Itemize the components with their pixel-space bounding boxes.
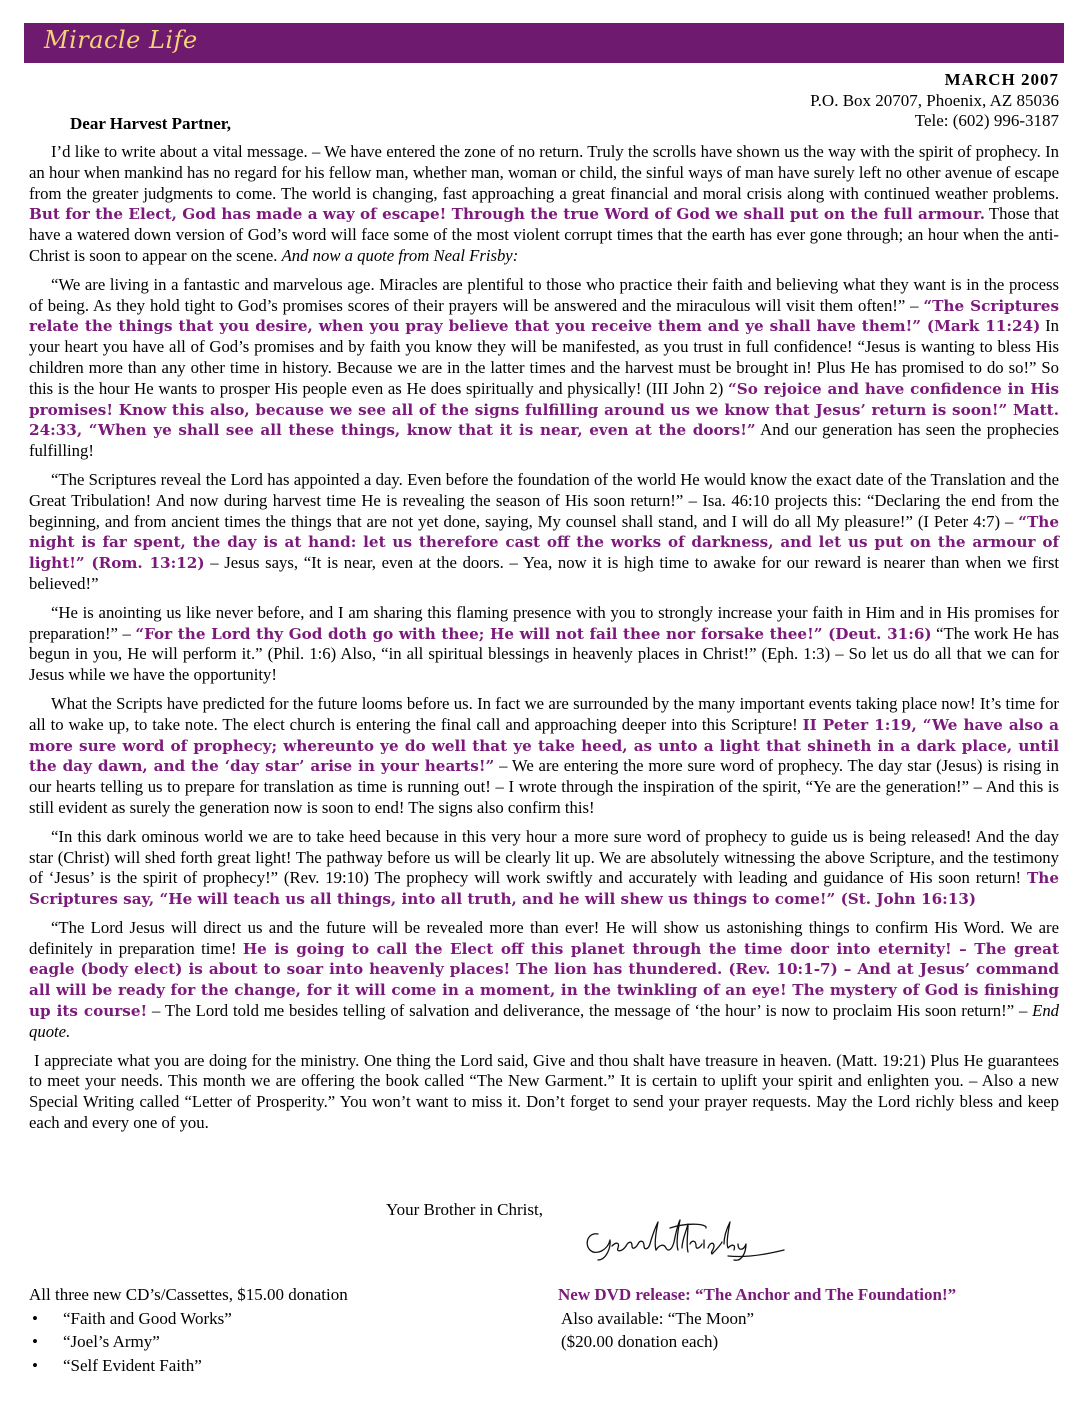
italic-text: End quote. [29, 1001, 1060, 1041]
body-text: “The Scriptures reveal the Lord has appointed a day. Even before the foundation of the world He would know the exact date of the Translation and the Great Tribulation! And now during harvest time He is revealing the season of His soon return!” – Isa. 46:10 projects this: “Declaring the end from the beginning, and from ancient times the things that are not yet done, saying, My counsel shall stand, and I will do all My pleasure!” (I Peter 4:7) – [29, 469, 1059, 531]
body-paragraph [29, 827, 1059, 910]
header-banner [24, 23, 1064, 63]
dvd-offer [558, 1283, 956, 1354]
body-paragraph [29, 275, 1059, 462]
dvd-also-available: Also available: “The Moon” [561, 1308, 755, 1328]
phone-number: Tele: (602) 996-3187 [914, 111, 1059, 130]
signature-image [578, 1214, 788, 1266]
body-text: I’d like to write about a vital message. – We have entered the zone of no return. Truly the scrolls have shown us the way with the spirit of prophecy. In an hour when mankind has no regard for his fellow man, whether man, woman or child, the sinful ways of man have surely left no other avenue of escape from the greater judgments to come. The world is changing, fast approaching a great financial and moral crisis along with continued weather problems. [29, 142, 1059, 203]
body-paragraph [29, 603, 1059, 686]
closing-line: Your Brother in Christ, [386, 1200, 543, 1219]
list-item: • “Faith and Good Works” [29, 1307, 348, 1331]
scripture-highlight: II Peter 1:19, “We have also a more sure word of prophecy; whereunto ye do well that ye take heed, as unto a light that shineth in a dark place, until the day dawn, and the ‘day star’ arise in your hearts!” [29, 715, 1059, 776]
body-text: “He is anointing us like never before, and I am sharing this flaming presence with you to strongly increase your faith in Him and in His promises for preparation!” – [29, 602, 1059, 643]
dvd-price: ($20.00 donation each) [561, 1332, 719, 1351]
list-item: • “Self Evident Faith” [29, 1354, 348, 1378]
scripture-highlight: He is going to call the Elect off this planet through the time door into eternity! – The great eagle (body elect) is about to soar into heavenly places! The lion has thundered. (Rev. 10:1-7) – And at Jesus’ command all will be ready for the change, for it will come in a moment, in the twinkling of an eye! The mystery of God is finishing up its course! [29, 939, 1059, 1021]
scripture-highlight: “For the Lord thy God doth go with thee; He will not fail thee nor forsake thee!” (Deut. 31:6) [135, 624, 932, 643]
body-text: – The Lord told me besides telling of salvation and deliverance, the message of ‘the hour’ is now to proclaim His soon return!” – [147, 1001, 1033, 1021]
body-text: And our generation has seen the prophecies fulfilling! [29, 420, 1059, 461]
scripture-highlight: “The Scriptures relate the things that you desire, when you pray believe that you receive them and ye shall have them!” (Mark 11:24) [29, 296, 1059, 336]
letter-date: MARCH 2007 [944, 70, 1059, 89]
body-text: In your heart you have all of God’s promises and by faith you know they will be manifested, as you trust in full confidence! “Jesus is wanting to bless His children more than any other time in history. Because we are in the latter times and the harvest must be brought in! Plus He has promised to do so!” So this is the hour He wants to prosper His people even as He does spiritually and physically! (III John 2) [29, 316, 1059, 398]
body-text: “The work He has begun in you, He will perform it.” (Phil. 1:6) Also, “in all spiritual blessings in heavenly places in Christ!” (Eph. 1:3) – So let us do all that we can for Jesus while we have the opportunity! [29, 623, 1059, 685]
cd-offer [29, 1283, 348, 1377]
body-text: “We are living in a fantastic and marvelous age. Miracles are plentiful to those who practice their faith and believing what they want is in the process of being. As they hold tight to God’s promises scores of their prayers will be answered and the miraculous will visit them often!” – [29, 274, 1059, 315]
body-paragraph [29, 142, 1059, 267]
letter-body [29, 142, 1059, 1142]
cd-list [29, 1307, 348, 1378]
mailing-address: P.O. Box 20707, Phoenix, AZ 85036 [810, 90, 1059, 110]
body-paragraph [29, 694, 1059, 819]
scripture-highlight: But for the Elect, God has made a way of escape! Through the true Word of God we shall put on the full armour. [29, 205, 985, 224]
logo-text: Miracle Life [44, 26, 198, 54]
body-text: “The Lord Jesus will direct us and the future will be revealed more than ever! He will show us astonishing things to confirm His Word. We are definitely in preparation time! [29, 917, 1059, 958]
body-text: “In this dark ominous world we are to take heed because in this very hour a more sure word of prophecy to guide us is being released! And the day star (Christ) will shed forth great light! The pathway before us will be clearly lit up. We are absolutely witnessing the above Scripture, and the testimony of ‘Jesus’ is the spirit of prophecy!” (Rev. 19:10) The prophecy will work swiftly and accurately with leading and guidance of His soon return! [29, 826, 1059, 888]
body-text: Those that have a watered down version of God’s word will face some of the most violent corrupt times that the earth has ever gone through; an hour when the anti-Christ is soon to appear on the scene. [29, 204, 1059, 265]
salutation: Dear Harvest Partner, [70, 114, 231, 133]
body-paragraph [29, 918, 1059, 1043]
body-text: I appreciate what you are doing for the ministry. One thing the Lord said, Give and thou shalt have treasure in heaven. (Matt. 19:21) Plus He guarantees to meet your needs. This month we are offering the book called “The New Garment.” It is certain to uplift your spirit and enlighten you. – Also a new Special Writing called “Letter of Prosperity.” You won’t want to miss it. Don’t forget to send your prayer requests. May the Lord richly bless and keep each and every one of you. [29, 1050, 1059, 1133]
scripture-highlight: The Scriptures say, “He will teach us all things, into all truth, and he will shew us things to come!” (St. John 16:13) [29, 869, 1059, 909]
cd-offer-heading: All three new CD’s/Cassettes, $15.00 donation [29, 1285, 348, 1304]
italic-text: And now a quote from Neal Frisby: [281, 245, 519, 265]
body-text: What the Scripts have predicted for the future looms before us. In fact we are surrounded by the many important events taking place now! It’s time for all to wake up, to take note. The elect church is entering the final call and approaching deeper into this Scripture! [29, 693, 1059, 734]
letter-header [810, 70, 1059, 132]
body-paragraph [29, 470, 1059, 595]
dvd-offer-heading: New DVD release: “The Anchor and The Foundation!” [558, 1285, 957, 1304]
body-text: – Jesus says, “It is near, even at the doors. – Yea, now it is high time to awake for our reward is nearer than when we first believed!” [29, 553, 1059, 593]
body-paragraph [29, 1051, 1059, 1134]
list-item: • “Joel’s Army” [29, 1330, 348, 1354]
scripture-highlight: “So rejoice and have confidence in His promises! Know this also, because we see all of the signs fulfilling around us we know that Jesus’ return is soon!” Matt. 24:33, “When ye shall see all these things, know that it is near, even at the doors!” [29, 379, 1060, 440]
scripture-highlight: “The night is far spent, the day is at hand: let us therefore cast off the works of darkness, and let us put on the armour of light!” (Rom. 13:12) [29, 512, 1059, 573]
body-text: – We are entering the more sure word of prophecy. The day star (Jesus) is rising in our hearts telling us to prepare for translation as time is running out! – I wrote through the inspiration of the spirit, “Ye are the generation!” – And this is still evident as surely the generation now is soon to end! The signs also confirm this! [29, 756, 1059, 817]
